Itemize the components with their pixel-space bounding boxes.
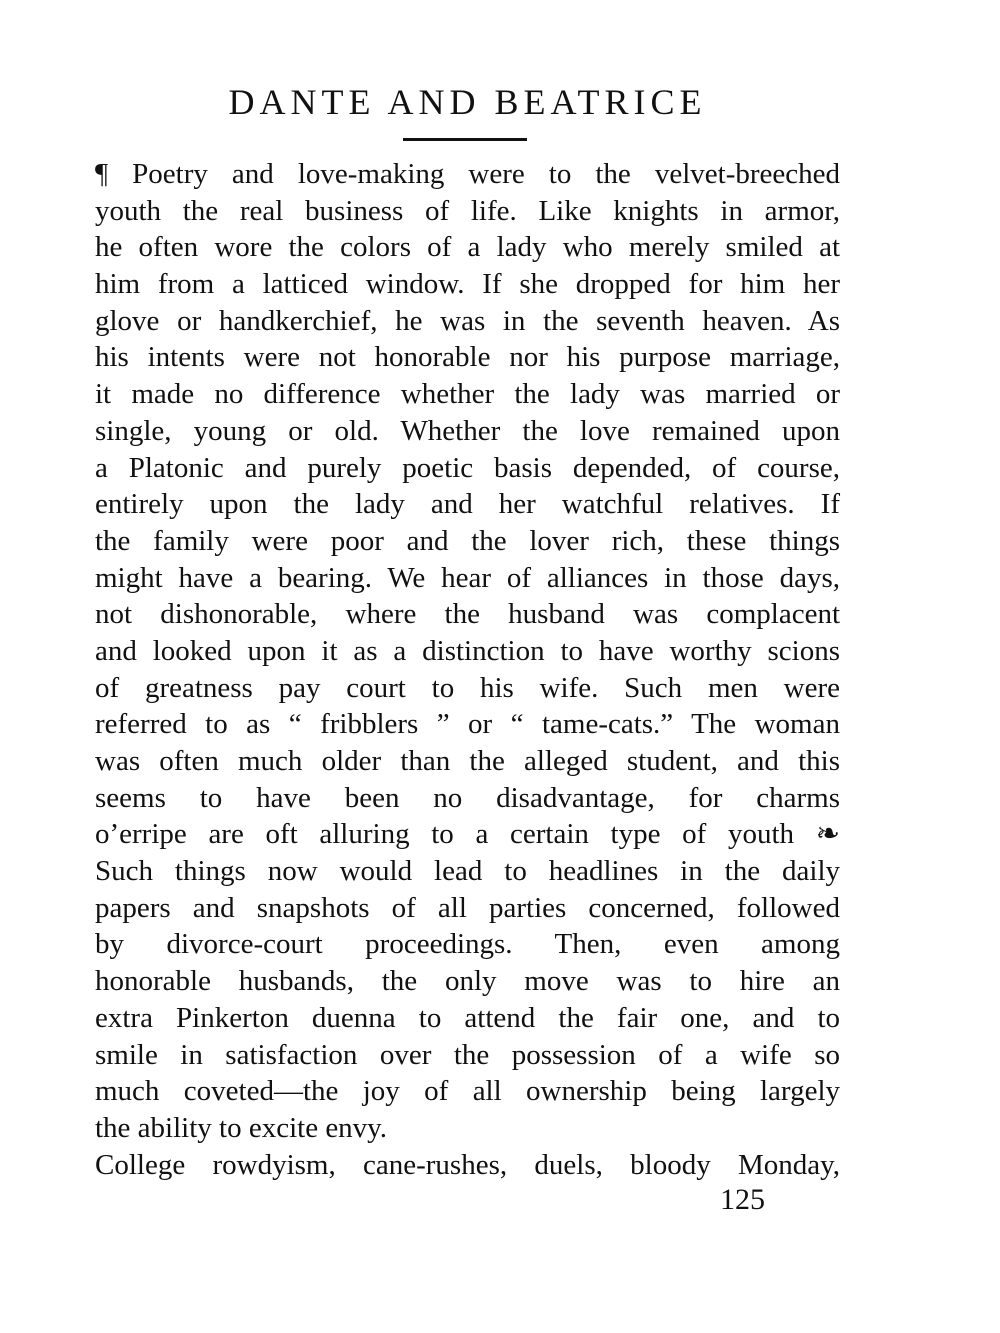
text-line: o’erripe are oft alluring to a certain type of youth ❧ <box>95 818 840 851</box>
text-line: much coveted—the joy of all ownership being largely <box>95 1075 840 1108</box>
running-head: DANTE AND BEATRICE <box>228 82 707 122</box>
page-number: 125 <box>720 1183 765 1216</box>
text-line: him from a latticed window. If she dropped for him her <box>95 268 840 301</box>
text-line: might have a bearing. We hear of alliances in those days, <box>95 561 840 594</box>
text-line: ¶ Poetry and love-making were to the velvet-breeched <box>95 158 840 190</box>
text-line: extra Pinkerton duenna to attend the fair one, and to <box>95 1001 840 1034</box>
text-line: a Platonic and purely poetic basis depended, of course, <box>95 451 840 484</box>
text-line: was often much older than the alleged student, and this <box>95 745 840 777</box>
text-line: and looked upon it as a distinction to have worthy scions <box>95 634 840 667</box>
head-rule <box>403 138 527 141</box>
text-line: papers and snapshots of all parties concerned, followed <box>95 891 840 924</box>
text-line: the family were poor and the lover rich, these things <box>95 524 840 557</box>
text-line: College rowdyism, cane-rushes, duels, bloody Monday, <box>95 1148 840 1181</box>
text-line: seems to have been no disadvantage, for charms <box>95 781 840 814</box>
text-line: he often wore the colors of a lady who merely smiled at <box>95 231 840 264</box>
text-line: his intents were not honorable nor his purpose marriage, <box>95 341 840 374</box>
text-line: by divorce-court proceedings. Then, even among <box>95 928 840 961</box>
text-line: glove or handkerchief, he was in the seventh heaven. As <box>95 304 840 337</box>
text-line: the ability to excite envy. <box>95 1111 388 1144</box>
text-line: honorable husbands, the only move was to hire an <box>95 965 840 998</box>
text-line: referred to as “ fribblers ” or “ tame-cats.” The woman <box>95 708 840 741</box>
text-line: not dishonorable, where the husband was complacent <box>95 598 840 631</box>
text-line: entirely upon the lady and her watchful relatives. If <box>95 488 840 521</box>
text-line: single, young or old. Whether the love remained upon <box>95 414 840 447</box>
text-line: smile in satisfaction over the possession of a wife so <box>95 1038 840 1071</box>
text-line: of greatness pay court to his wife. Such men were <box>95 671 840 704</box>
text-line: Such things now would lead to headlines in the daily <box>95 855 840 888</box>
text-line: youth the real business of life. Like knights in armor, <box>95 194 840 227</box>
body-text <box>95 156 840 1183</box>
text-line: it made no difference whether the lady was married or <box>95 378 840 411</box>
